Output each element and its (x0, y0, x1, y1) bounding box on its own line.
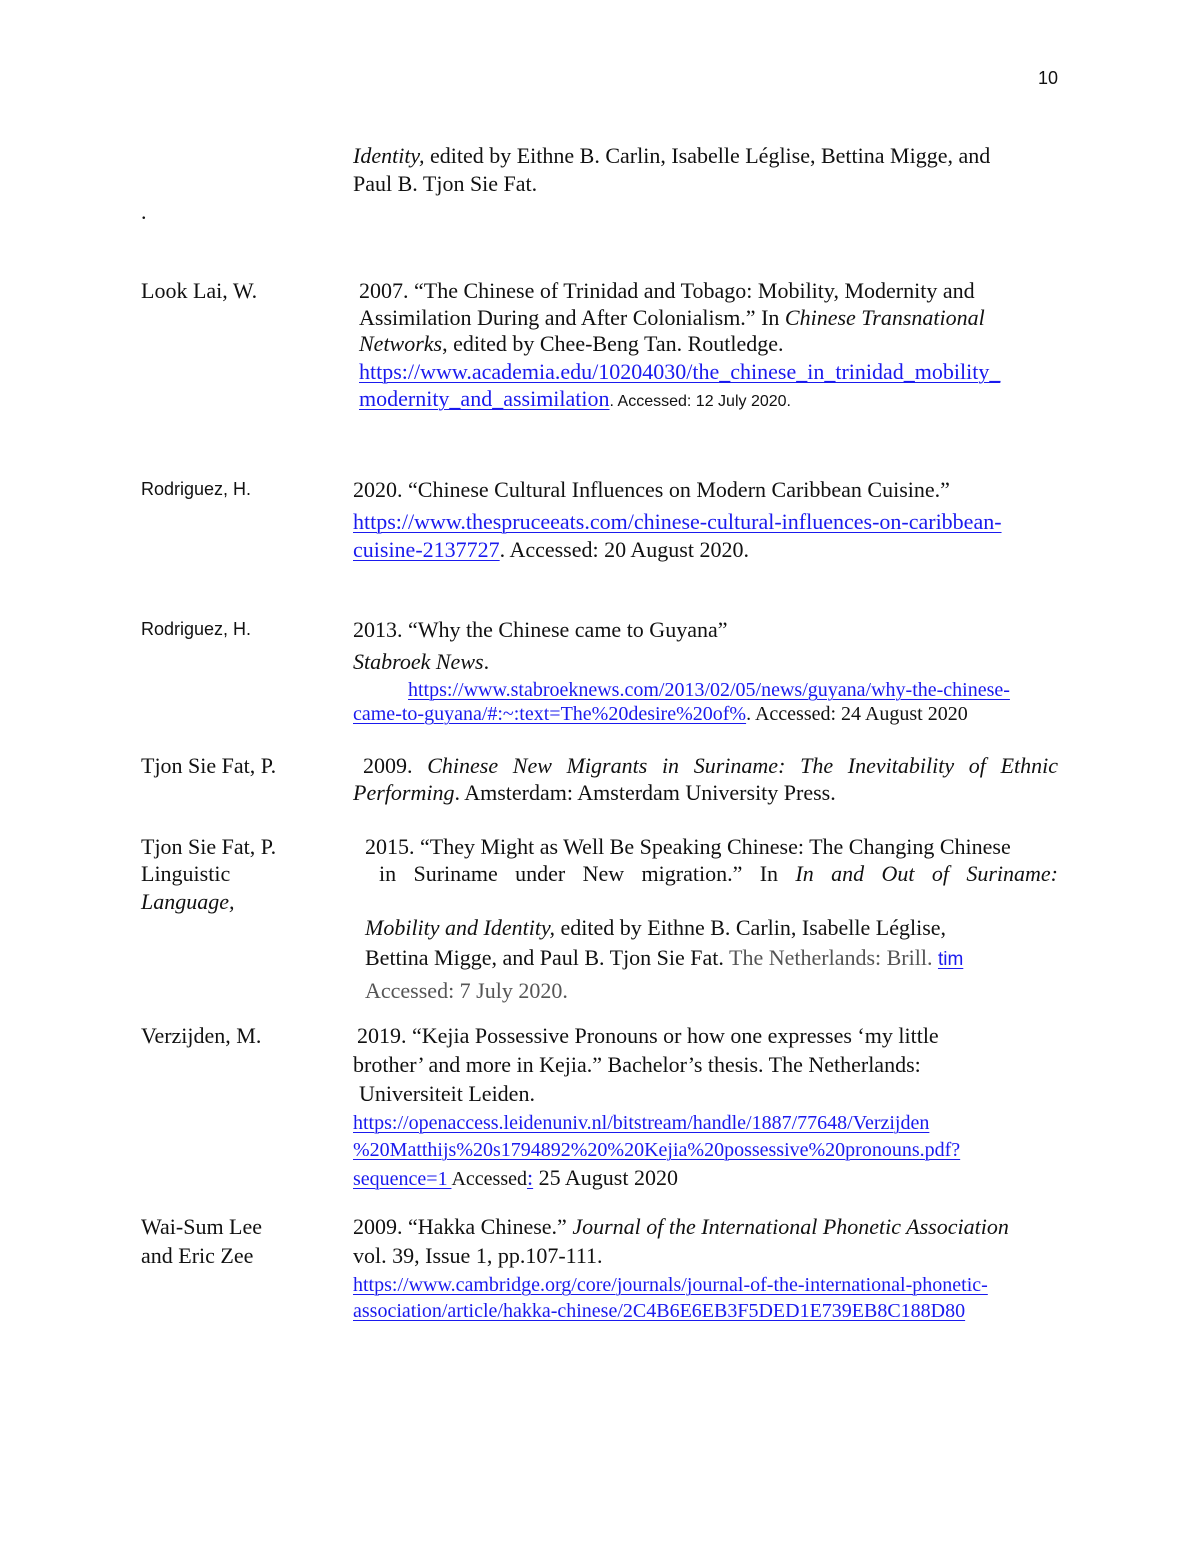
entry-author: Tjon Sie Fat, P. (141, 834, 277, 859)
entry-line: 2009. Chinese New Migrants in Suriname: The Inevitability of Ethnic (363, 753, 1059, 778)
continuation-line-2: Paul B. Tjon Sie Fat. (353, 171, 538, 196)
entry-author: Wai-Sum Lee (141, 1214, 263, 1239)
entry-line: 2013. “Why the Chinese came to Guyana” (353, 617, 728, 642)
entry-author: and Eric Zee (141, 1243, 254, 1268)
continuation-line-1: Identity, edited by Eithne B. Carlin, Isabelle Léglise, Bettina Migge, and (353, 143, 991, 168)
entry-link[interactable]: modernity_and_assimilation (359, 386, 610, 411)
entry-link[interactable]: cuisine-2137727 (353, 537, 500, 562)
stray-dot: . (141, 199, 147, 224)
entry-line (353, 700, 968, 728)
entry-author: Verzijden, M. (141, 1023, 262, 1048)
entry-link[interactable]: tim (937, 949, 964, 970)
book-title: Identity, (353, 143, 425, 168)
entry-link[interactable]: came-to-guyana/#:~:text=The%20desire%20of% (353, 703, 747, 725)
entry-line (353, 536, 749, 564)
entry-link[interactable]: https://openaccess.leidenuniv.nl/bitstream/handle/1887/77648/Verzijden (353, 1112, 930, 1134)
entry-line: Networks, edited by Chee-Beng Tan. Routledge. (359, 331, 784, 356)
entry-link[interactable]: %20Matthijs%20s1794892%20%20Kejia%20possessive%20pronouns.pdf? (353, 1139, 961, 1161)
entry-author: Rodriguez, H. (141, 619, 252, 639)
entry-line: in Suriname under New migration.” In In and Out of Suriname: (379, 861, 1058, 886)
entry-author: Tjon Sie Fat, P. (141, 753, 277, 778)
entry-link[interactable]: https://www.stabroeknews.com/2013/02/05/news/guyana/why-the-chinese- (408, 679, 1010, 701)
entry-link[interactable]: sequence=1 (353, 1168, 452, 1190)
entry-line: vol. 39, Issue 1, pp.107-111. (353, 1243, 603, 1268)
page-number: 10 (1038, 68, 1059, 88)
entry-line: 2009. “Hakka Chinese.” Journal of the International Phonetic Association (353, 1214, 1009, 1239)
entry-line: 2019. “Kejia Possessive Pronouns or how one expresses ‘my little (357, 1023, 939, 1048)
accessed-date: . Accessed: 24 August 2020 (746, 703, 968, 725)
entry-author: Rodriguez, H. (141, 479, 252, 499)
entry-author-note: Linguistic (141, 861, 231, 886)
accessed-date: Accessed: 7 July 2020. (365, 978, 568, 1003)
entry-link[interactable]: https://www.thespruceeats.com/chinese-cultural-influences-on-caribbean- (353, 509, 1002, 534)
entry-line: Bettina Migge, and Paul B. Tjon Sie Fat. The Netherlands: Brill. tim (365, 945, 964, 970)
entry-author-note: Language, (141, 889, 235, 914)
accessed-date: . Accessed: 20 August 2020. (499, 537, 749, 562)
entry-line (359, 385, 791, 416)
entry-line: 2015. “They Might as Well Be Speaking Chinese: The Changing Chinese (365, 834, 1011, 859)
entry-line: Universiteit Leiden. (359, 1081, 535, 1106)
entry-link[interactable]: https://www.cambridge.org/core/journals/journal-of-the-international-phonetic- (353, 1274, 988, 1296)
entry-line: sequence=1 Accessed: 25 August 2020 (353, 1165, 678, 1190)
entry-line: brother’ and more in Kejia.” Bachelor’s thesis. The Netherlands: (353, 1052, 921, 1077)
entry-link[interactable]: https://www.academia.edu/10204030/the_chinese_in_trinidad_mobility_ (359, 359, 1001, 384)
entry-line: 2007. “The Chinese of Trinidad and Tobago: Mobility, Modernity and (359, 278, 975, 303)
entry-line: Assimilation During and After Colonialism.” In Chinese Transnational (359, 305, 985, 330)
entry-line: Mobility and Identity, edited by Eithne B. Carlin, Isabelle Léglise, (365, 915, 947, 940)
accessed-date: . Accessed: 12 July 2020. (609, 393, 791, 410)
entry-line: Performing. Amsterdam: Amsterdam University Press. (353, 780, 836, 805)
entry-link[interactable]: association/article/hakka-chinese/2C4B6E6EB3F5DED1E739EB8C188D80 (353, 1300, 966, 1322)
entry-line: Stabroek News. (353, 649, 490, 674)
entry-author: Look Lai, W. (141, 278, 258, 303)
entry-line: 2020. “Chinese Cultural Influences on Modern Caribbean Cuisine.” (353, 477, 950, 502)
